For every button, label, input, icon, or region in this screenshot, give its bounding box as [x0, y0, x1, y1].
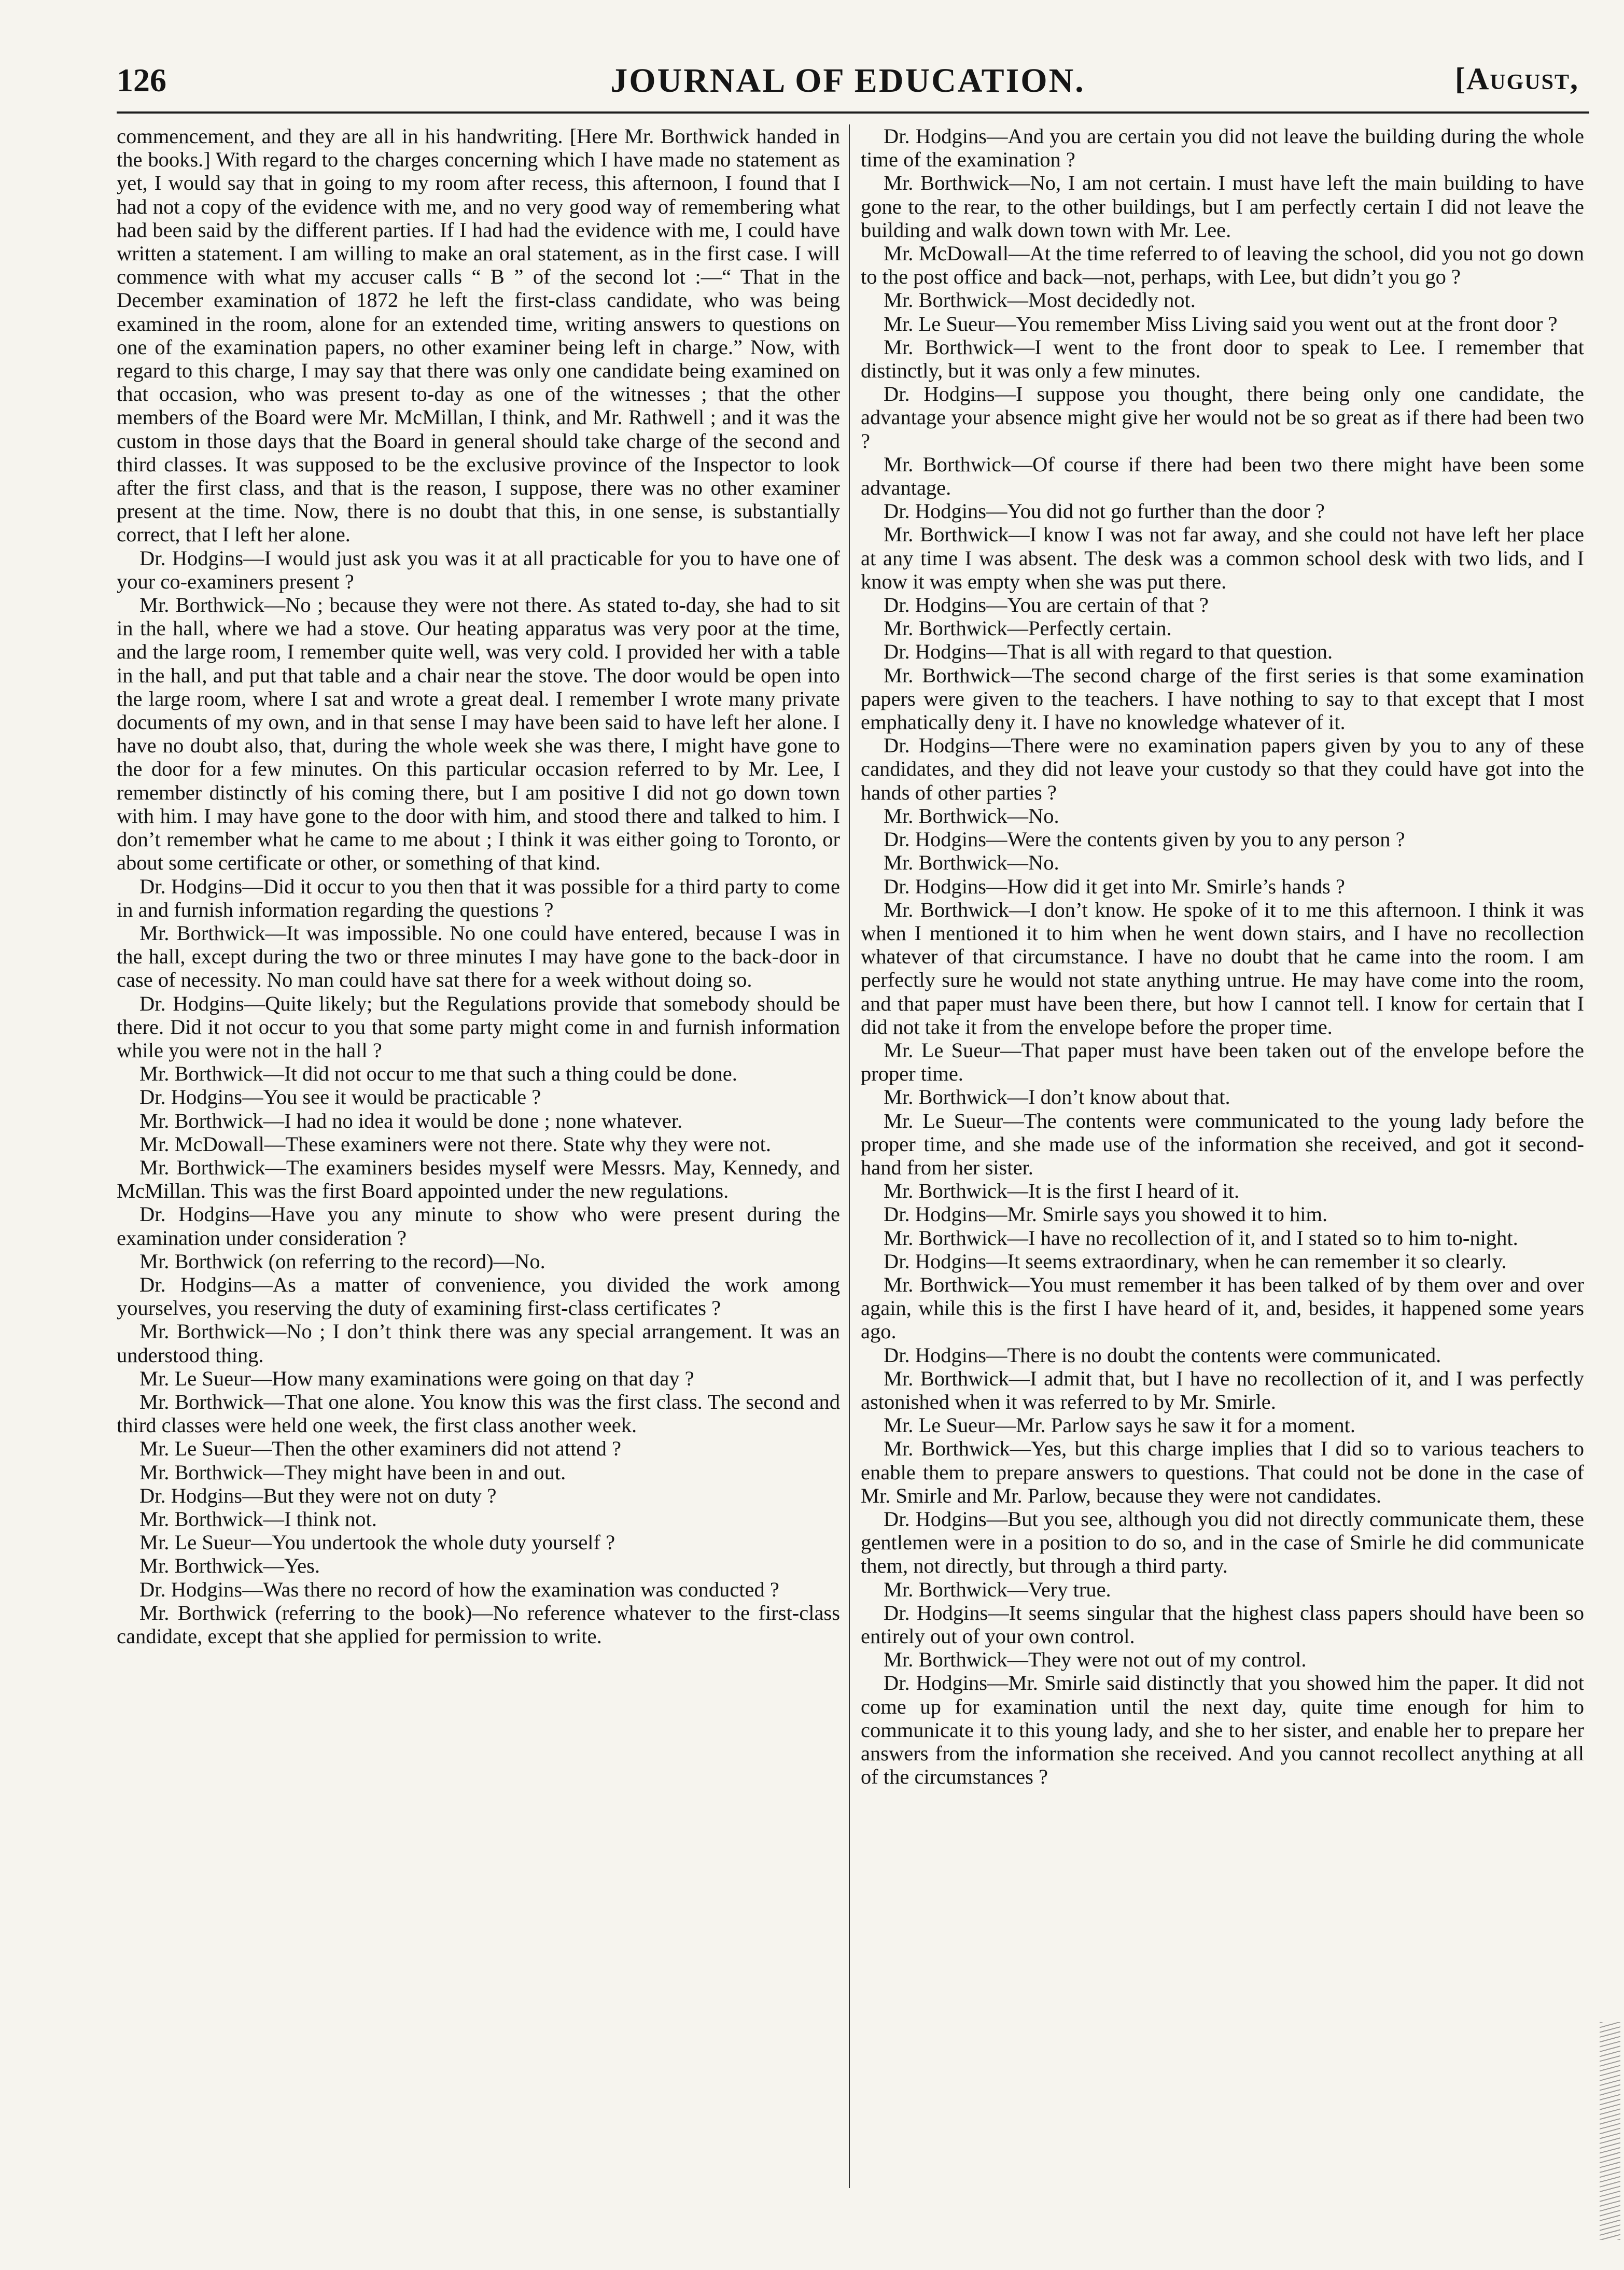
page-header	[117, 61, 1579, 108]
paragraph: Mr. Borthwick—It was impossible. No one could have entered, because I was in the hall, except during the two or three minutes I may have gone to the back-door in case of necessity. No man could have sat there for a week without doing so.	[117, 921, 840, 992]
paragraph: Mr. Borthwick (on referring to the record)—No.	[139, 1249, 545, 1273]
paragraph: Mr. McDowall—At the time referred to of leaving the school, did you not go down to the post office and back—not, perhaps, with Lee, but didn’t you go ?	[861, 242, 1584, 289]
paragraph: Mr. Le Sueur—That paper must have been taken out of the envelope before the proper time.	[861, 1038, 1584, 1086]
paragraph: Dr. Hodgins—As a matter of convenience, you divided the work among yourselves, you reserving the duty of examining first-class certificates ?	[117, 1272, 840, 1320]
paragraph: Mr. Borthwick—That one alone. You know this was the first class. The second and third classes were held one week, the first class another week.	[117, 1390, 840, 1437]
paragraph: Mr. Borthwick—I went to the front door to speak to Lee. I remember that distinctly, but it was only a few minutes.	[861, 335, 1584, 383]
paragraph: Dr. Hodgins—You did not go further than the door ?	[884, 499, 1325, 523]
paragraph: Mr. Le Sueur—You remember Miss Living said you went out at the front door ?	[884, 312, 1558, 335]
paragraph: Mr. Le Sueur—The contents were communicated to the young lady before the proper time, and she made use of the information she received, and got it second-hand from her sister.	[861, 1109, 1584, 1179]
paragraph: Mr. Borthwick—The second charge of the first series is that some examination papers were given to the teachers. I have nothing to say to that except that I most emphatically deny it. I have no knowledge whatever of it.	[861, 663, 1584, 734]
paragraph: Dr. Hodgins—Mr. Smirle said distinctly that you showed him the paper. It did not come up for examination until the next day, quite time enough for him to communicate it to this young lady, and she to her sister, and enable her to prepare her answers from the information she received. And you cannot recollect anything at all of the circumstances ?	[861, 1671, 1584, 1789]
right-column	[861, 124, 1584, 2224]
paragraph: Mr. Borthwick—Of course if there had been two there might have been some advantage.	[861, 452, 1584, 500]
paragraph: Dr. Hodgins—Were the contents given by you to any person ?	[884, 828, 1405, 851]
paragraph: Mr. McDowall—These examiners were not there. State why they were not.	[139, 1132, 772, 1156]
paragraph: Dr. Hodgins—That is all with regard to that question.	[884, 640, 1333, 664]
paragraph: Mr. Borthwick—The examiners besides myself were Messrs. May, Kennedy, and McMillan. This was the first Board appointed under the new regulations.	[117, 1155, 840, 1203]
paragraph: Mr. Borthwick—No.	[884, 804, 1059, 828]
paragraph: Dr. Hodgins—Quite likely; but the Regulations provide that somebody should be there. Did it not occur to you that some party might come in and furnish information while you were not in the hall ?	[117, 991, 840, 1062]
paragraph: Dr. Hodgins—I would just ask you was it at all practicable for you to have one of your co-examiners present ?	[117, 546, 840, 593]
journal-title: JOURNAL OF EDUCATION.	[610, 62, 1085, 100]
paragraph: Mr. Borthwick—I know I was not far away, and she could not have left her place at any time I was absent. The desk was a common school desk with two lids, and I know it was empty when she was put there.	[861, 523, 1584, 593]
paragraph: Mr. Borthwick—No ; I don’t think there was any special arrangement. It was an understood thing.	[117, 1320, 840, 1367]
paragraph: Mr. Borthwick—It is the first I heard of it.	[884, 1179, 1240, 1203]
paragraph: Mr. Borthwick—They were not out of my control.	[884, 1648, 1307, 1672]
paragraph: Mr. Le Sueur—Then the other examiners did not attend ?	[139, 1437, 621, 1461]
paragraph: Mr. Borthwick—Very true.	[884, 1577, 1111, 1601]
paragraph: Dr. Hodgins—And you are certain you did not leave the building during the whole time of the examination ?	[861, 124, 1584, 172]
running-head-month: [August,	[1454, 62, 1579, 96]
paragraph: Mr. Borthwick—No ; because they were not there. As stated to-day, she had to sit in the hall, where we had a stove. Our heating apparatus was very poor at the time, and the large room, I remember quite well, was very cold. I provided her with a table in the hall, and put that table and a chair near the stove. The door would be open into the large room, where I sat and wrote a great deal. I remember I wrote many private documents of my own, and in that sense I may have been said to have left her alone. I have no doubt also, that, during the whole week she was there, I might have gone to the door for a few minutes. On this particular occasion referred to by Mr. Lee, I remember distinctly of his coming there, but I am positive I did not go down town with him. I may have gone to the door with him, and stood there and talked to him. I don’t remember what he came to me about ; I think it was either going to Toronto, or about some certificate or other, or something of that kind.	[117, 593, 840, 875]
paragraph: Dr. Hodgins—How did it get into Mr. Smirle’s hands ?	[884, 874, 1345, 898]
paragraph: Mr. Borthwick—I don’t know about that.	[884, 1085, 1230, 1109]
column-divider	[849, 124, 850, 2188]
paragraph: Dr. Hodgins—It seems extraordinary, when he can remember it so clearly.	[884, 1249, 1507, 1273]
paragraph: Mr. Borthwick—You must remember it has been talked of by them over and over again, while this is the first I have heard of it, and, besides, it happened some years ago.	[861, 1272, 1584, 1343]
paragraph: Dr. Hodgins—It seems singular that the highest class papers should have been so entirely out of your own control.	[861, 1601, 1584, 1648]
paragraph: Mr. Borthwick—I admit that, but I have no recollection of it, and I was perfectly astonished when it was referred to by Mr. Smirle.	[861, 1366, 1584, 1413]
paragraph: Dr. Hodgins—I suppose you thought, there being only one candidate, the advantage your absence might give her would not be so great as if there had been two ?	[861, 382, 1584, 453]
paragraph: Mr. Borthwick—I have no recollection of it, and I stated so to him to-night.	[884, 1226, 1518, 1250]
left-column	[117, 124, 840, 2224]
paragraph: Dr. Hodgins—Have you any minute to show who were present during the examination under consideration ?	[117, 1202, 840, 1250]
paragraph: Mr. Borthwick—It did not occur to me that such a thing could be done.	[139, 1062, 737, 1086]
paragraph: Dr. Hodgins—You see it would be practicable ?	[139, 1085, 541, 1109]
paragraph: Mr. Borthwick—Yes, but this charge implies that I did so to various teachers to enable them to prepare answers to questions. That could not be done in the case of Mr. Smirle and Mr. Parlow, because they were not candidates.	[861, 1437, 1584, 1507]
paragraph: Dr. Hodgins—There were no examination papers given by you to any of these candidates, and they did not leave your custody so that they could have got into the hands of other parties ?	[861, 734, 1584, 804]
paragraph: Dr. Hodgins—Did it occur to you then that it was possible for a third party to come in and furnish information regarding the questions ?	[117, 874, 840, 921]
paragraph: Mr. Le Sueur—Mr. Parlow says he saw it for a moment.	[884, 1413, 1355, 1437]
paragraph: Dr. Hodgins—Was there no record of how the examination was conducted ?	[139, 1577, 779, 1601]
header-rule	[117, 111, 1589, 114]
paragraph: Dr. Hodgins—There is no doubt the contents were communicated.	[884, 1343, 1441, 1367]
paragraph: Dr. Hodgins—But you see, although you did not directly communicate them, these gentlemen were in a position to do so, and in the case of Smirle he did communicate them, not directly, but through a third party.	[861, 1507, 1584, 1578]
paragraph: Mr. Borthwick—I don’t know. He spoke of it to me this afternoon. I think it was when I mentioned it to him when he went down stairs, and I have no recollection whatever of that circumstance. I have no doubt that he came into the room. I am perfectly sure he would not state anything untrue. He may have come into the room, and that paper must have been there, but how I cannot tell. I know for certain that I did not take it from the envelope before the proper time.	[861, 898, 1584, 1039]
paragraph: Mr. Borthwick—Perfectly certain.	[884, 616, 1172, 640]
paragraph: Mr. Borthwick—No.	[884, 851, 1059, 875]
paragraph: Mr. Borthwick—I think not.	[139, 1507, 377, 1531]
paragraph: Dr. Hodgins—Mr. Smirle says you showed it to him.	[884, 1202, 1328, 1226]
page-edge-curl	[1600, 2022, 1620, 2240]
paragraph: Mr. Borthwick—Yes.	[139, 1554, 320, 1578]
paragraph: Mr. Borthwick—I had no idea it would be done ; none whatever.	[139, 1109, 683, 1132]
paragraph: Dr. Hodgins—But they were not on duty ?	[139, 1483, 497, 1507]
paragraph: Mr. Borthwick—Most decidedly not.	[884, 288, 1196, 312]
paragraph: Dr. Hodgins—You are certain of that ?	[884, 593, 1209, 617]
paragraph: commencement, and they are all in his handwriting. [Here Mr. Borthwick handed in the books.] With regard to the charges concerning which I have made no statement as yet, I would say that in going to my room after recess, this afternoon, I found that I had not a copy of the evidence with me, and no very good way of remembering what had been said by the different parties. If I had had the evidence with me, I could have written a statement. I am willing to make an oral statement, as in the first case. I will commence with what my accuser calls “ B ” of the second lot :—“ That in the December examination of 1872 he left the first-class candidate, who was being examined in the room, alone for an extended time, writing answers to questions on one of the examination papers, no other examiner being left in charge.” Now, with regard to this charge, I may say that there was only one candidate being examined on that occasion, who was present to-day as one of the witnesses ; that the other members of the Board were Mr. McMillan, I think, and Mr. Rathwell ; and it was the custom in those days that the Board in general should take charge of the second and third classes. It was supposed to be the exclusive province of the Inspector to look after the first class, and that is the reason, I suppose, there was no other examiner present at the time. Now, there is no doubt that this, in one sense, is substantially correct, that I left her alone.	[117, 124, 840, 547]
paragraph: Mr. Borthwick (referring to the book)—No reference whatever to the first-class candidate, except that she applied for permission to write.	[117, 1601, 840, 1648]
paragraph: Mr. Borthwick—No, I am not certain. I must have left the main building to have gone to the rear, to the other buildings, but I am perfectly certain I did not leave the building and walk down town with Mr. Lee.	[861, 171, 1584, 242]
page-number: 126	[117, 62, 166, 99]
paragraph: Mr. Le Sueur—How many examinations were going on that day ?	[139, 1366, 694, 1390]
paragraph: Mr. Borthwick—They might have been in and out.	[139, 1460, 566, 1484]
paragraph: Mr. Le Sueur—You undertook the whole duty yourself ?	[139, 1531, 615, 1554]
